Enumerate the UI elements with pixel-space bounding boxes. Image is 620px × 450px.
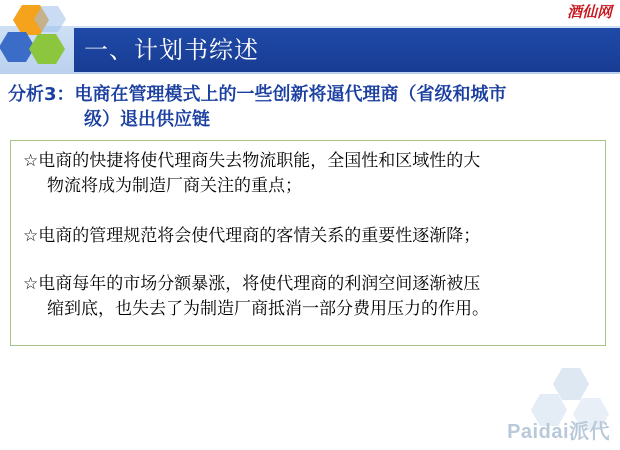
bullet-item: [23, 272, 595, 322]
bullet-item: [23, 149, 595, 199]
analysis-heading: [8, 82, 608, 132]
analysis-line-2: 级）退出供应链: [84, 109, 210, 130]
brand-logo: 酒仙网: [566, 3, 612, 21]
bullet-2-line-1: ☆电商的管理规范将会使代理商的客情关系的重要性逐渐降；: [23, 226, 481, 246]
hexagon-cluster-icon: [0, 0, 90, 90]
slide-title: 一、计划书综述: [84, 36, 259, 64]
analysis-line-1: 分析3：电商在管理模式上的一些创新将逼代理商（省级和城市: [8, 84, 507, 105]
content-box: [10, 140, 606, 346]
hexagon-blue: [0, 32, 35, 62]
hexagon-green: [29, 34, 65, 64]
bullet-1-line-2: 物流将成为制造厂商关注的重点；: [47, 176, 302, 196]
bullet-3-line-1: ☆电商每年的市场分额暴涨，将使代理商的利润空间逐渐被压: [23, 274, 481, 294]
bullet-3-line-2: 缩到底，也失去了为制造厂商抵消一部分费用压力的作用。: [47, 299, 489, 319]
bullet-item: [23, 224, 595, 249]
bullet-1-line-1: ☆电商的快捷将使代理商失去物流职能，全国性和区域性的大: [23, 151, 481, 171]
watermark-text: Paidai派代: [507, 421, 610, 443]
